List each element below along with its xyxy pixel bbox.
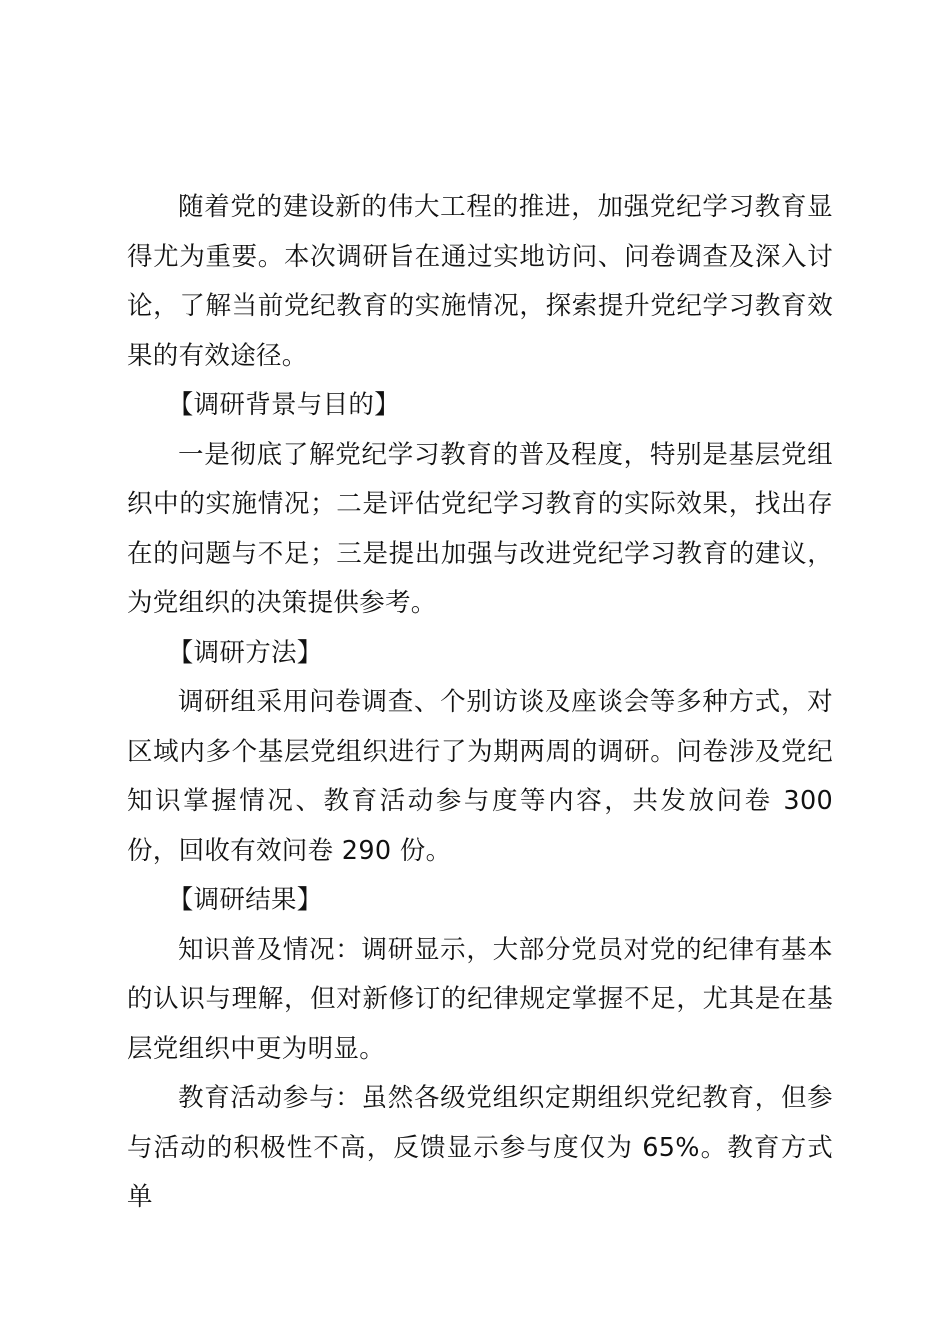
section-heading-results: 【调研结果】	[167, 885, 323, 915]
paragraph-intro: 随着党的建设新的伟大工程的推进，加强党纪学习教育显得尤为重要。本次调研旨在通过实地访问、问卷调查及深入讨论，了解当前党纪教育的实施情况，探索提升党纪学习教育效果的有效途径。	[127, 192, 833, 371]
section-heading-method: 【调研方法】	[167, 637, 323, 668]
paragraph-knowledge: 知识普及情况：调研显示，大部分党员对党的纪律有基本的认识与理解，但对新修订的纪律规定掌握不足，尤其是在基层党组织中更为明显。	[127, 934, 833, 1064]
document-body	[127, 183, 833, 1223]
section-heading-background: 【调研背景与目的】	[167, 390, 400, 420]
paragraph-objectives: 一是彻底了解党纪学习教育的普及程度，特别是基层党组织中的实施情况；二是评估党纪学习教育的实际效果，找出存在的问题与不足；三是提出加强与改进党纪学习教育的建议，为党组织的决策提供参考。	[127, 439, 833, 618]
paragraph-participation: 教育活动参与：虽然各级党组织定期组织党纪教育，但参与活动的积极性不高，反馈显示参与度仅为 65%。教育方式单	[127, 1083, 833, 1212]
paragraph-method: 调研组采用问卷调查、个别访谈及座谈会等多种方式，对区域内多个基层党组织进行了为期两周的调研。问卷涉及党纪知识掌握情况、教育活动参与度等内容，共发放问卷 300 份，回收有效问卷 290 份。	[127, 687, 833, 866]
